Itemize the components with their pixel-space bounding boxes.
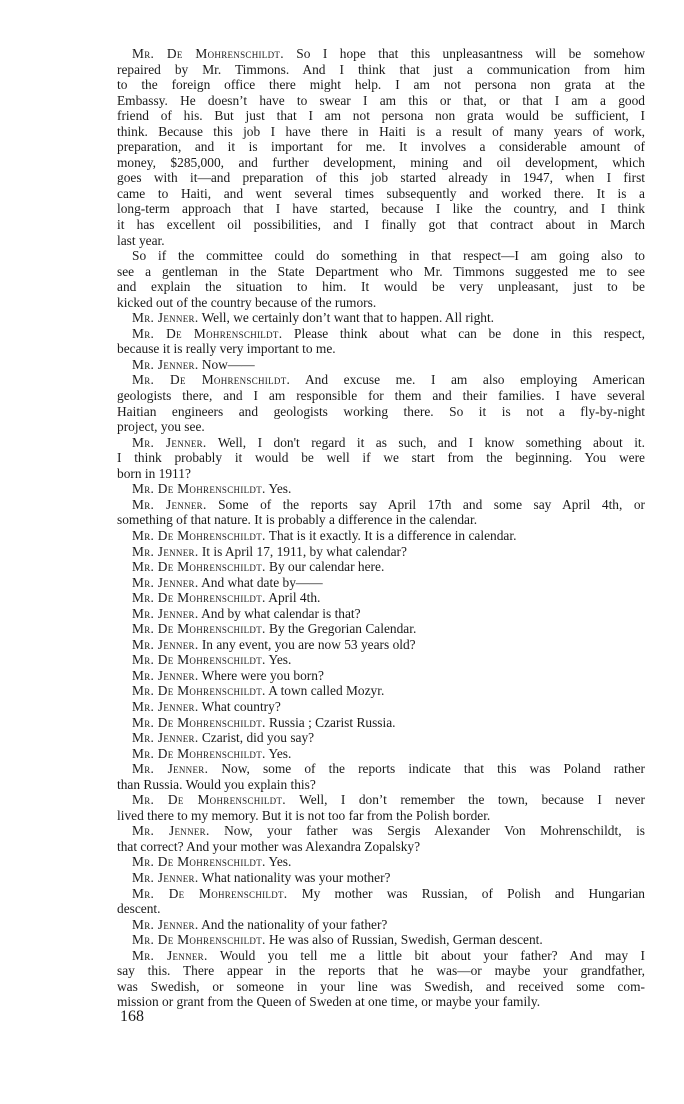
line-text: So I hope that this unpleasantness will be somehow — [283, 46, 645, 61]
line-text: So if the committee could do something in that respect—I am going also to — [132, 248, 645, 264]
text-line — [117, 559, 645, 575]
speaker-label: Mr. De Mohrenschildt. — [132, 652, 266, 668]
testimony-paragraph — [117, 699, 645, 715]
line-text: That is it exactly. It is a difference in calendar. — [265, 527, 517, 543]
text-line — [117, 668, 645, 684]
line-text: repaired by Mr. Timmons. And I think that just a communication from him — [117, 61, 645, 77]
text-line — [117, 108, 645, 124]
testimony-paragraph — [117, 761, 645, 792]
text-line — [117, 730, 645, 746]
testimony-paragraph — [117, 497, 645, 528]
text-line — [117, 217, 645, 233]
line-text: Please think about what can be done in this respect, — [282, 325, 645, 341]
testimony-paragraph — [117, 792, 645, 823]
testimony-paragraph — [117, 481, 645, 497]
text-line — [117, 388, 645, 404]
text-line — [117, 512, 645, 528]
speaker-label: Mr. Jenner. — [132, 543, 199, 559]
line-text: money, $285,000, and further development, mining and oil development, which — [117, 154, 645, 170]
text-line — [117, 295, 645, 311]
line-text: What nationality was your mother? — [198, 869, 391, 885]
text-line — [117, 761, 645, 777]
line-text: mission or grant from the Queen of Sweden at one time, or maybe your family. — [117, 994, 541, 1010]
speaker-label: Mr. Jenner. — [132, 496, 207, 512]
speaker-label: Mr. De Mohrenschildt. — [132, 559, 266, 575]
testimony-paragraph — [117, 637, 645, 653]
text-line — [117, 917, 645, 933]
text-line — [117, 808, 645, 824]
testimony-paragraph — [117, 606, 645, 622]
line-text: goes with it—and preparation of this job started already in 1947, when I first — [117, 170, 645, 186]
text-line — [117, 886, 645, 902]
line-text: Now—— — [198, 356, 255, 372]
text-line — [117, 326, 645, 342]
text-line — [117, 606, 645, 622]
speaker-label: Mr. Jenner. — [132, 434, 207, 450]
text-line — [117, 637, 645, 653]
line-text: It is April 17, 1911, by what calendar? — [198, 543, 407, 559]
text-line — [117, 528, 645, 544]
line-text: Russia ; Czarist Russia. — [265, 714, 396, 730]
testimony-paragraph — [117, 683, 645, 699]
text-line — [117, 544, 645, 560]
line-text: And the nationality of your father? — [198, 916, 388, 932]
line-text: What country? — [198, 698, 281, 714]
speaker-label: Mr. De Mohrenschildt. — [132, 932, 266, 948]
speaker-label: Mr. Jenner. — [132, 310, 199, 326]
text-line — [117, 341, 645, 357]
speaker-label: Mr. Jenner. — [132, 823, 210, 839]
text-line — [117, 450, 645, 466]
speaker-label: Mr. De Mohrenschildt. — [132, 885, 288, 901]
testimony-paragraph — [117, 435, 645, 482]
line-text: My mother was Russian, of Polish and Hungarian — [287, 885, 645, 901]
speaker-label: Mr. De Mohrenschildt. — [132, 683, 266, 699]
line-text: came to Haiti, and went several times subsequently and worked there. It is a — [117, 185, 645, 201]
speaker-label: Mr. De Mohrenschildt. — [132, 854, 266, 870]
line-text: project, you see. — [117, 419, 205, 435]
line-text: descent. — [117, 901, 161, 917]
line-text: Well, we certainly don’t want that to happen. All right. — [198, 310, 495, 326]
text-line — [117, 372, 645, 388]
speaker-label: Mr. Jenner. — [132, 636, 199, 652]
text-line — [117, 948, 645, 964]
testimony-paragraph — [117, 575, 645, 591]
testimony-paragraph — [117, 559, 645, 575]
text-line — [117, 652, 645, 668]
line-text: think. Because this job I have there in Haiti is a result of many years of work, — [117, 123, 645, 139]
testimony-paragraph — [117, 590, 645, 606]
testimony-paragraph — [117, 357, 645, 373]
page-number: 168 — [120, 1008, 144, 1025]
text-line — [117, 590, 645, 606]
testimony-paragraph — [117, 715, 645, 731]
text-line — [117, 77, 645, 93]
testimony-paragraph — [117, 621, 645, 637]
testimony-paragraph — [117, 46, 645, 248]
text-line — [117, 233, 645, 249]
text-line — [117, 823, 645, 839]
testimony-paragraph — [117, 326, 645, 357]
text-line — [117, 279, 645, 295]
line-text: see a gentleman in the State Department who Mr. Timmons suggested me to see — [117, 263, 645, 279]
line-text: Yes. — [265, 481, 292, 497]
speaker-label: Mr. Jenner. — [132, 574, 199, 590]
line-text: In any event, you are now 53 years old? — [198, 636, 416, 652]
testimony-paragraph — [117, 544, 645, 560]
text-line — [117, 621, 645, 637]
line-text: it has excellent oil possibilities, and I finally got that contract about in March — [117, 217, 645, 233]
testimony-paragraph — [117, 730, 645, 746]
text-line — [117, 901, 645, 917]
line-text: born in 1911? — [117, 465, 191, 481]
speaker-label: Mr. Jenner. — [132, 916, 199, 932]
line-text: and explain the situation to him. It would be very unpleasant, just to be — [117, 279, 645, 295]
speaker-label: Mr. De Mohrenschildt. — [132, 46, 284, 61]
text-line — [117, 699, 645, 715]
speaker-label: Mr. Jenner. — [132, 605, 199, 621]
text-line — [117, 201, 645, 217]
text-line — [117, 854, 645, 870]
line-text: last year. — [117, 232, 165, 248]
speaker-label: Mr. De Mohrenschildt. — [132, 372, 291, 388]
line-text: than Russia. Would you explain this? — [117, 776, 316, 792]
speaker-label: Mr. Jenner. — [132, 356, 199, 372]
speaker-label: Mr. De Mohrenschildt. — [132, 621, 266, 637]
line-text: Well, I don’t remember the town, because I never — [285, 792, 645, 808]
line-text: friend of his. But just that I am not persona non grata would be sufficient, I — [117, 108, 645, 124]
testimony-paragraph — [117, 528, 645, 544]
transcript-body — [117, 46, 645, 1010]
text-line — [117, 357, 645, 373]
text-line — [117, 481, 645, 497]
text-line — [117, 575, 645, 591]
line-text: something of that nature. It is probably a difference in the calendar. — [117, 512, 478, 528]
testimony-paragraph — [117, 248, 645, 310]
text-line — [117, 466, 645, 482]
text-line — [117, 870, 645, 886]
text-line — [117, 310, 645, 326]
line-text: geologists there, and I am responsible for them and their families. I have several — [117, 388, 645, 404]
speaker-label: Mr. De Mohrenschildt. — [132, 792, 286, 808]
line-text: Would you tell me a little bit about your father? And may I — [207, 947, 645, 963]
line-text: to the foreign office there might help. I am not persona non grata at the — [117, 77, 645, 93]
line-text: A town called Mozyr. — [265, 683, 385, 699]
line-text: preparation, and it is important for me. It involves a considerable amount of — [117, 139, 645, 155]
speaker-label: Mr. Jenner. — [132, 667, 199, 683]
text-line — [117, 155, 645, 171]
line-text: kicked out of the country because of the rumors. — [117, 294, 377, 310]
text-line — [117, 715, 645, 731]
speaker-label: Mr. De Mohrenschildt. — [132, 325, 283, 341]
line-text: April 4th. — [265, 590, 321, 606]
line-text: Embassy. He doesn’t have to swear I am this or that, or that I am a good — [117, 92, 645, 108]
text-line — [117, 93, 645, 109]
text-line — [117, 963, 645, 979]
line-text: By our calendar here. — [265, 559, 385, 575]
line-text: And excuse me. I am also employing American — [290, 372, 645, 388]
line-text: He was also of Russian, Swedish, German descent. — [265, 932, 543, 948]
text-line — [117, 139, 645, 155]
line-text: Now, your father was Sergis Alexander Von Mohrenschildt, is — [209, 823, 645, 839]
text-line — [117, 248, 645, 264]
text-line — [117, 994, 645, 1010]
testimony-paragraph — [117, 746, 645, 762]
text-line — [117, 419, 645, 435]
speaker-label: Mr. De Mohrenschildt. — [132, 527, 266, 543]
testimony-paragraph — [117, 932, 645, 948]
text-line — [117, 497, 645, 513]
testimony-paragraph — [117, 917, 645, 933]
text-line — [117, 683, 645, 699]
testimony-paragraph — [117, 886, 645, 917]
text-line — [117, 979, 645, 995]
line-text: because it is really very important to me. — [117, 341, 336, 357]
text-line — [117, 792, 645, 808]
text-line — [117, 264, 645, 280]
testimony-paragraph — [117, 668, 645, 684]
text-line — [117, 170, 645, 186]
line-text: And what date by—— — [198, 574, 323, 590]
speaker-label: Mr. Jenner. — [132, 869, 199, 885]
speaker-label: Mr. Jenner. — [132, 761, 209, 777]
speaker-label: Mr. De Mohrenschildt. — [132, 481, 266, 497]
text-line — [117, 186, 645, 202]
speaker-label: Mr. De Mohrenschildt. — [132, 714, 266, 730]
line-text: Czarist, did you say? — [198, 730, 315, 746]
text-line — [117, 46, 645, 62]
line-text: Some of the reports say April 17th and some say April 4th, or — [206, 496, 645, 512]
speaker-label: Mr. Jenner. — [132, 698, 199, 714]
text-line — [117, 746, 645, 762]
testimony-paragraph — [117, 854, 645, 870]
line-text: I think probably it would be well if we start from the beginning. You were — [117, 450, 645, 466]
line-text: And by what calendar is that? — [198, 605, 361, 621]
speaker-label: Mr. Jenner. — [132, 947, 208, 963]
line-text: Yes. — [265, 854, 292, 870]
line-text: lived there to my memory. But it is not too far from the Polish border. — [117, 807, 491, 823]
line-text: that correct? And your mother was Alexandra Zopalsky? — [117, 838, 421, 854]
testimony-paragraph — [117, 948, 645, 1010]
text-line — [117, 62, 645, 78]
text-line — [117, 839, 645, 855]
line-text: Haitian engineers and geologists working there. So it is not a fly-by-night — [117, 403, 645, 419]
line-text: Yes. — [265, 745, 292, 761]
text-line — [117, 932, 645, 948]
text-line — [117, 435, 645, 451]
testimony-paragraph — [117, 823, 645, 854]
testimony-paragraph — [117, 310, 645, 326]
line-text: By the Gregorian Calendar. — [265, 621, 417, 637]
line-text: Well, I don't regard it as such, and I know something about it. — [206, 434, 645, 450]
testimony-paragraph — [117, 870, 645, 886]
line-text: was Swedish, or someone in your line was Swedish, and received some com- — [117, 978, 645, 994]
text-line — [117, 124, 645, 140]
text-line — [117, 777, 645, 793]
speaker-label: Mr. De Mohrenschildt. — [132, 745, 266, 761]
text-line — [117, 404, 645, 420]
speaker-label: Mr. Jenner. — [132, 730, 199, 746]
line-text: Now, some of the reports indicate that this was Poland rather — [208, 761, 645, 777]
testimony-paragraph — [117, 372, 645, 434]
line-text: say this. There appear in the reports that he was—or maybe your grandfather, — [117, 963, 645, 979]
line-text: Yes. — [265, 652, 292, 668]
testimony-paragraph — [117, 652, 645, 668]
line-text: long-term approach that I have started, because I like the country, and I think — [117, 201, 645, 217]
line-text: Where were you born? — [198, 667, 324, 683]
speaker-label: Mr. De Mohrenschildt. — [132, 590, 266, 606]
